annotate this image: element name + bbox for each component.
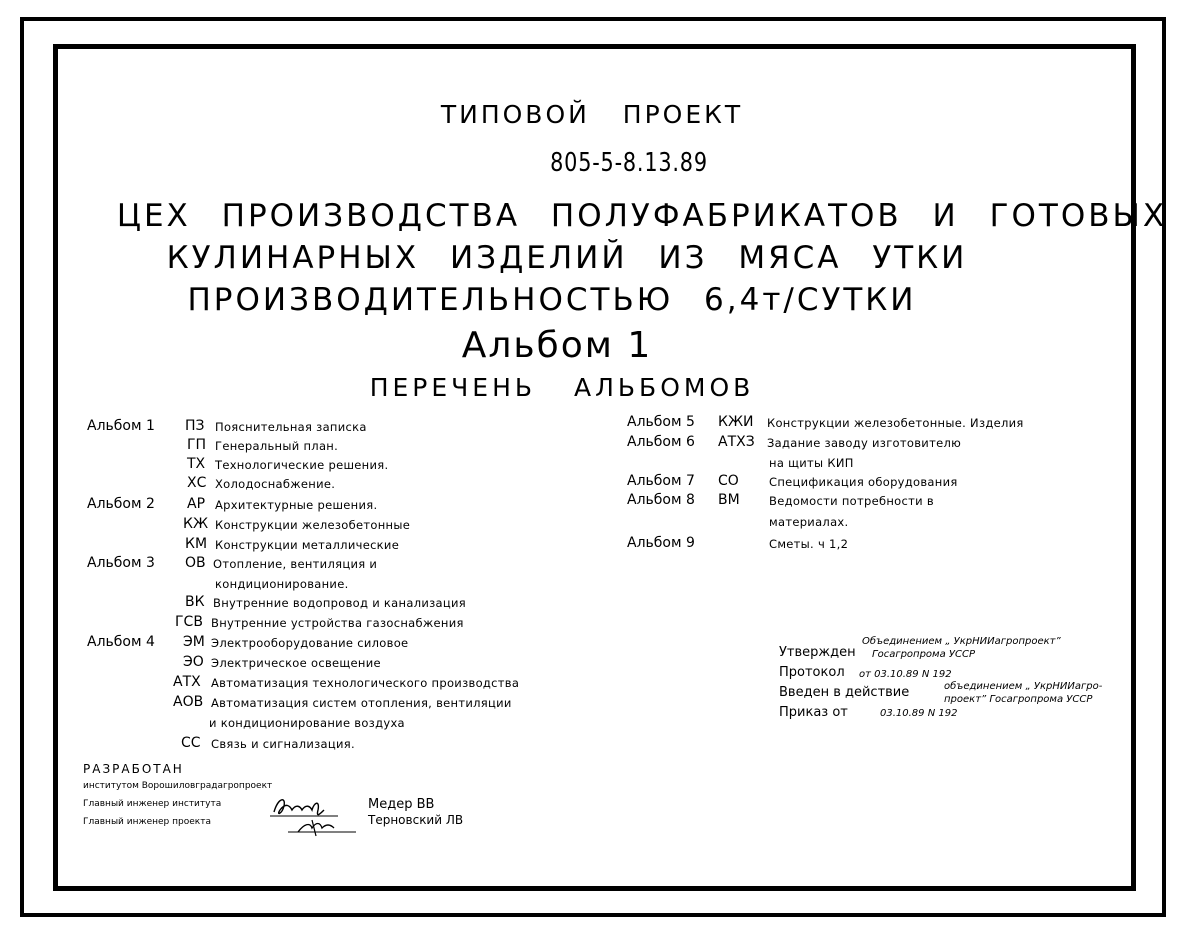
section-code: КЖИ [718, 414, 754, 430]
introduced-label: Введен в действие [779, 685, 910, 700]
album-label: Альбом 8 [627, 492, 695, 508]
album-label: Альбом 4 [87, 634, 155, 650]
protocol-label: Протокол [779, 665, 845, 680]
section-desc: на щиты КИП [769, 456, 854, 470]
section-desc: Спецификация оборудования [769, 475, 958, 489]
section-desc: Холодоснабжение. [215, 477, 336, 491]
section-code: АР [187, 496, 206, 512]
section-desc: Ведомости потребности в [769, 494, 934, 508]
section-desc: Пояснительная записка [215, 420, 367, 434]
section-desc: Архитектурные решения. [215, 498, 378, 512]
album-label: Альбом 9 [627, 535, 695, 551]
chief-engineer-project-name: Терновский ЛВ [368, 813, 464, 827]
introduced-by-line1: объединением „ УкрНИИагро- [944, 681, 1103, 692]
title-line-2: КУЛИНАРНЫХ ИЗДЕЛИЙ ИЗ МЯСА УТКИ [166, 240, 968, 276]
section-desc: Задание заводу изготовителю [767, 436, 962, 450]
project-number: 805-5-8.13.89 [550, 148, 708, 178]
album-title: Альбом 1 [461, 325, 653, 366]
title-line-3: ПРОИЗВОДИТЕЛЬНОСТЬЮ 6,4т/СУТКИ [187, 282, 917, 318]
protocol-value: от 03.10.89 N 192 [859, 669, 952, 680]
section-desc: кондиционирование. [215, 577, 349, 591]
section-code: ПЗ [185, 418, 205, 434]
section-desc: Технологические решения. [215, 458, 389, 472]
album-label: Альбом 3 [87, 555, 155, 571]
album-label: Альбом 1 [87, 418, 155, 434]
section-code: СО [718, 473, 739, 489]
section-code: ТХ [187, 456, 206, 472]
section-code: КЖ [183, 516, 209, 532]
chief-engineer-institute-name: Медер ВВ [368, 797, 435, 812]
section-code: ЭО [183, 654, 204, 670]
section-desc: Электрооборудование силовое [211, 636, 409, 650]
signatures-image [268, 792, 358, 840]
section-code: АТХЗ [718, 434, 755, 450]
order-value: 03.10.89 N 192 [880, 708, 958, 719]
approved-label: Утвержден [779, 645, 856, 660]
section-code: КМ [185, 536, 208, 552]
title-line-1: ЦЕХ ПРОИЗВОДСТВА ПОЛУФАБРИКАТОВ И ГОТОВЫХ [116, 198, 1168, 234]
order-label: Приказ от [779, 705, 848, 720]
section-desc: Генеральный план. [215, 439, 339, 453]
section-code: ХС [187, 475, 207, 491]
section-code: ОВ [185, 555, 206, 571]
section-code: ВМ [718, 492, 740, 508]
album-label: Альбом 2 [87, 496, 155, 512]
section-desc: Автоматизация технологического производства [211, 676, 520, 690]
developed-label: РАЗРАБОТАН [83, 762, 184, 776]
section-code: СС [181, 735, 201, 751]
section-desc: Внутренние устройства газоснабжения [211, 616, 464, 630]
section-desc: и кондиционирование воздуха [209, 716, 405, 730]
section-desc: Отопление, вентиляция и [213, 557, 378, 571]
approved-by-line1: Объединением „ УкрНИИагропроект” [862, 636, 1061, 647]
section-desc: Конструкции железобетонные [215, 518, 411, 532]
section-code: ГСВ [175, 614, 203, 630]
developer-institute: институтом Ворошиловградагропроект [83, 781, 273, 791]
section-code: ГП [187, 437, 207, 453]
section-code: АОВ [173, 694, 204, 710]
approved-by-line2: Госагропрома УССР [872, 649, 975, 660]
section-desc: Сметы. ч 1,2 [769, 537, 849, 551]
introduced-by-line2: проект” Госагропрома УССР [944, 694, 1093, 705]
section-desc: Конструкции металлические [215, 538, 400, 552]
chief-engineer-project-label: Главный инженер проекта [83, 817, 211, 827]
section-desc: Автоматизация систем отопления, вентиляции [211, 696, 512, 710]
section-desc: Электрическое освещение [211, 656, 381, 670]
header-typical-project: ТИПОВОЙ ПРОЕКТ [440, 100, 744, 129]
album-label: Альбом 5 [627, 414, 695, 430]
section-desc: Внутренние водопровод и канализация [213, 596, 466, 610]
section-desc: материалах. [769, 515, 849, 529]
album-label: Альбом 6 [627, 434, 695, 450]
section-desc: Связь и сигнализация. [211, 737, 355, 751]
album-label: Альбом 7 [627, 473, 695, 489]
section-code: ЭМ [183, 634, 205, 650]
section-code: ВК [185, 594, 205, 610]
section-desc: Конструкции железобетонные. Изделия [767, 416, 1024, 430]
albums-list-title: ПЕРЕЧЕНЬ АЛЬБОМОВ [369, 373, 755, 402]
section-code: АТХ [173, 674, 201, 690]
chief-engineer-institute-label: Главный инженер института [83, 799, 222, 809]
